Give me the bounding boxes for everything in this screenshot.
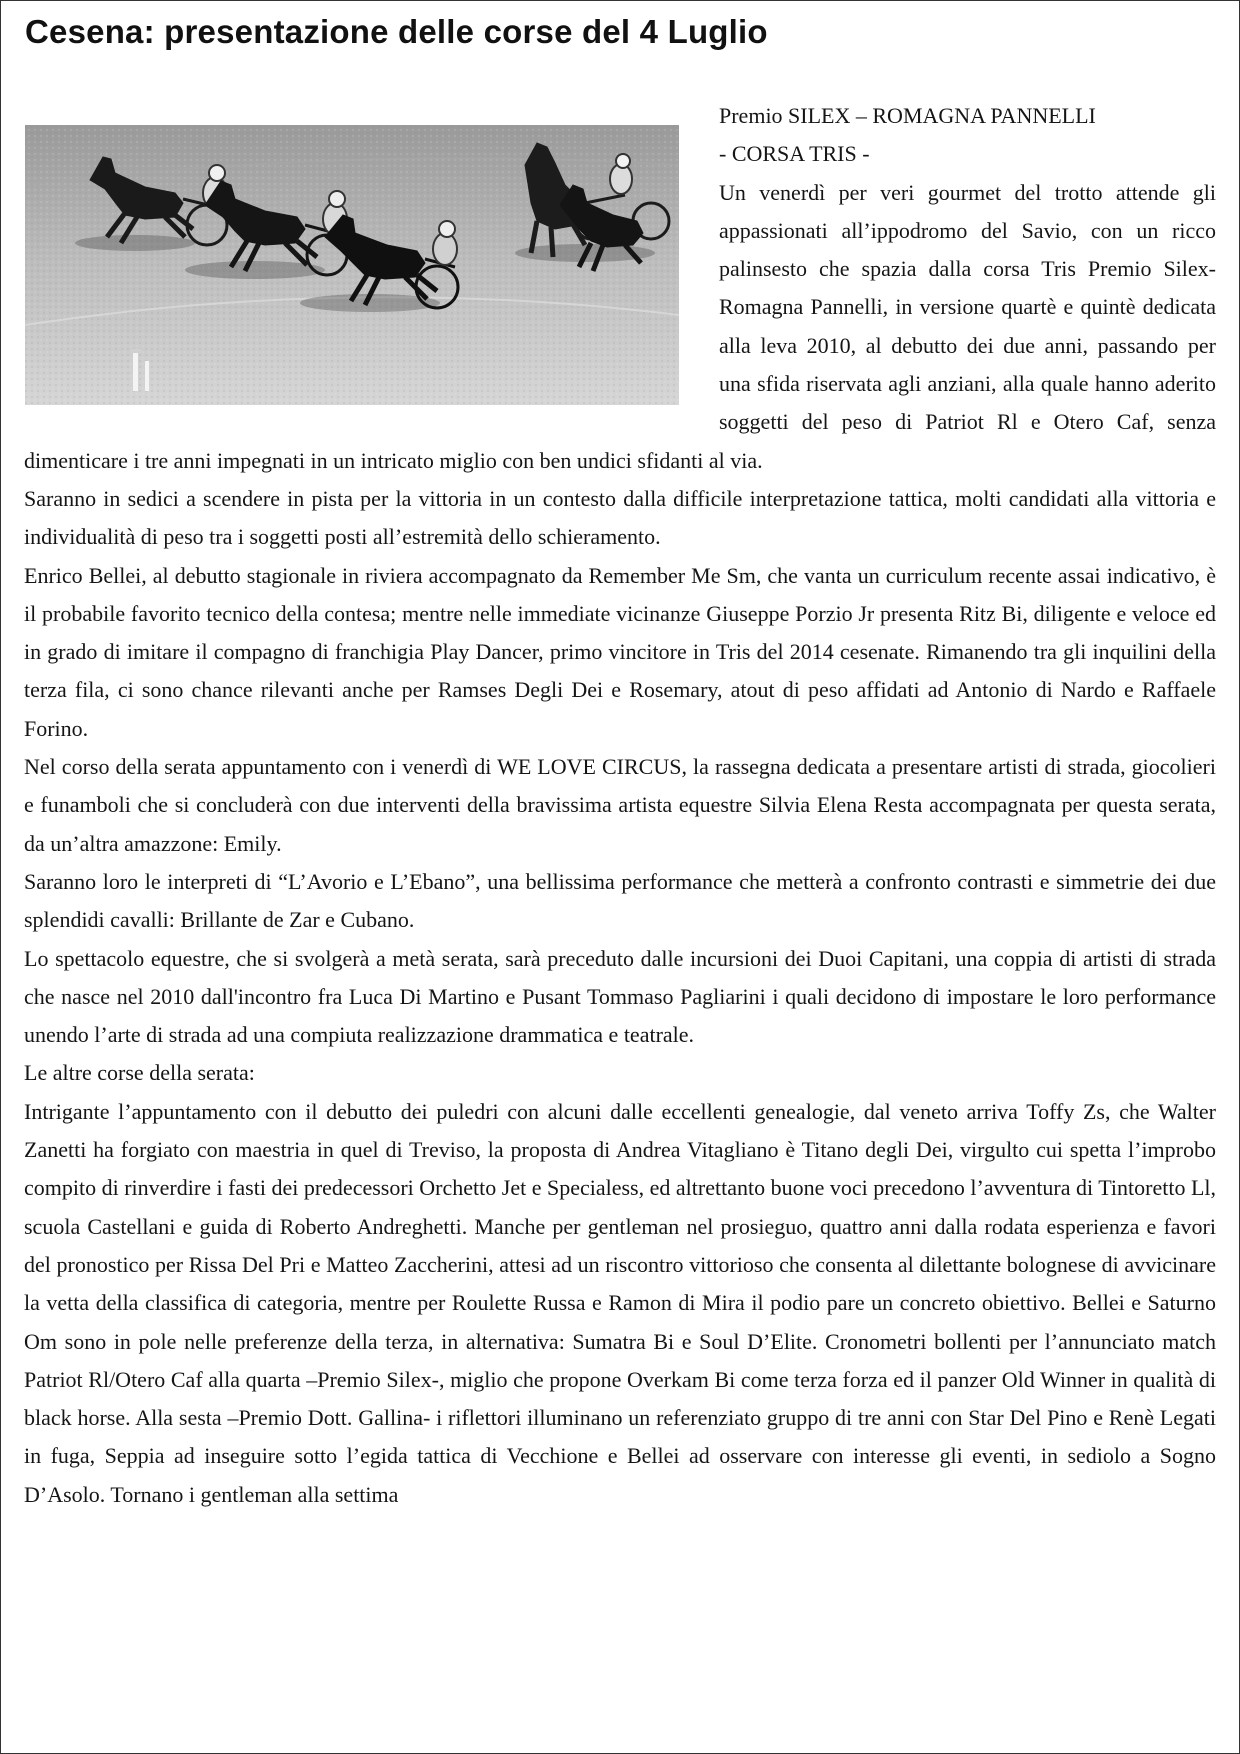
paragraph-2: Saranno in sedici a scendere in pista per la vittoria in un contesto dalla difficile interpretazione tattica, molti candidati alla vittoria e individualità di peso tra i soggetti posti all’estremità dello schieramento.: [24, 485, 1216, 550]
article-body: [24, 97, 1216, 1514]
race-title-line-2: - CORSA TRIS -: [719, 141, 870, 167]
paragraph-6: Lo spettacolo equestre, che si svolgerà a metà serata, sarà preceduto dalle incursioni dei Duoi Capitani, una coppia di artisti di strada che nasce nel 2010 dall'incontro fra Luca Di Martino e Pusant Tommaso Pagliarini i quali decidono di impostare le loro performance unendo l’arte di strada ad una compiuta realizzazione drammatica e teatrale.: [24, 945, 1216, 1048]
section-heading-other-races: Le altre corse della serata:: [24, 1060, 255, 1086]
harness-racing-image: [25, 125, 679, 405]
paragraph-5: Saranno loro le interpreti di “L’Avorio e L’Ebano”, una bellissima performance che metterà a confronto contrasti e simmetrie dei due splendidi cavalli: Brillante de Zar e Cubano.: [24, 868, 1216, 933]
race-title-line-1: Premio SILEX – ROMAGNA PANNELLI: [719, 103, 1096, 128]
paragraph-4: Nel corso della serata appuntamento con i venerdì di WE LOVE CIRCUS, la rassegna dedicata a presentare artisti di strada, giocolieri e funamboli che si concluderà con due interventi della bravissima artista equestre Silvia Elena Resta accompagnata per questa serata, da un’altra amazzone: Emily.: [24, 754, 1216, 856]
paragraph-3: Enrico Bellei, al debutto stagionale in riviera accompagnato da Remember Me Sm, che vanta un curriculum recente assai indicativo, è il probabile favorito tecnico della contesa; mentre nelle immediate vicinanze Giuseppe Porzio Jr presenta Ritz Bi, diligente e veloce ed in grado di imitare il compagno di franchigia Play Dancer, primo vincitore in Tris del 2014 cesenate. Rimanendo tra gli inquilini della terza fila, ci sono chance rilevanti anche per Ramses Degli Dei e Rosemary, atout di peso affidati ad Antonio di Nardo e Raffaele Forino.: [24, 562, 1216, 741]
harness-racing-photo: [25, 125, 679, 405]
paragraph-7: Intrigante l’appuntamento con il debutto dei puledri con alcuni dalle eccellenti genealogie, dal veneto arriva Toffy Zs, che Walter Zanetti ha forgiato con maestria in quel di Treviso, la proposta di Andrea Vitagliano è Titano degli Dei, virgulto cui spetta l’improbo compito di rinverdire i fasti dei predecessori Orchetto Jet e Specialess, ed altrettanto buone voci precedono l’avventura di Tintoretto Ll, scuola Castellani e guida di Roberto Andreghetti. Manche per gentleman nel prosieguo, quattro anni dalla rodata esperienza e favori del pronostico per Rissa Del Pri e Matteo Zaccherini, attesi ad un riscontro vittorioso che consenta al dilettante bolognese di avvicinare la vetta della classifica di categoria, mentre per Roulette Russa e Ramon di Mira il podio pare un concreto obiettivo. Bellei e Saturno Om sono in pole nelle preferenze della terza, in alternativa: Sumatra Bi e Soul D’Elite. Cronometri bollenti per l’annunciato match Patriot Rl/Otero Caf alla quarta –Premio Silex-, miglio che propone Overkam Bi come terza forza ed il panzer Old Winner in qualità di black horse. Alla sesta –Premio Dott. Gallina- i riflettori illuminano un referenziato gruppo di tre anni con Star Del Pino e Renè Legati in fuga, Seppia ad inseguire sotto l’egida tattica di Vecchione e Bellei ad osservare con interesse gli eventi, in sediolo a Sogno D’Asolo. Tornano i gentleman alla settima: [24, 1098, 1216, 1507]
article-title: Cesena: presentazione delle corse del 4 Luglio: [25, 13, 768, 50]
paragraph-1: Un venerdì per veri gourmet del trotto attende gli appassionati all’ippodromo del Savio, con un ricco palinsesto che spazia dalla corsa Tris Premio Silex-Romagna Pannelli, in versione quartè e quintè dedicata alla leva 2010, al debutto dei due anni, passando per una sfida riservata agli anziani, alla quale hanno aderito soggetti del peso di Patriot Rl e Otero Caf, senza dimenticare i tre anni impegnati in un intricato miglio con ben undici sfidanti al via.: [24, 179, 1216, 473]
